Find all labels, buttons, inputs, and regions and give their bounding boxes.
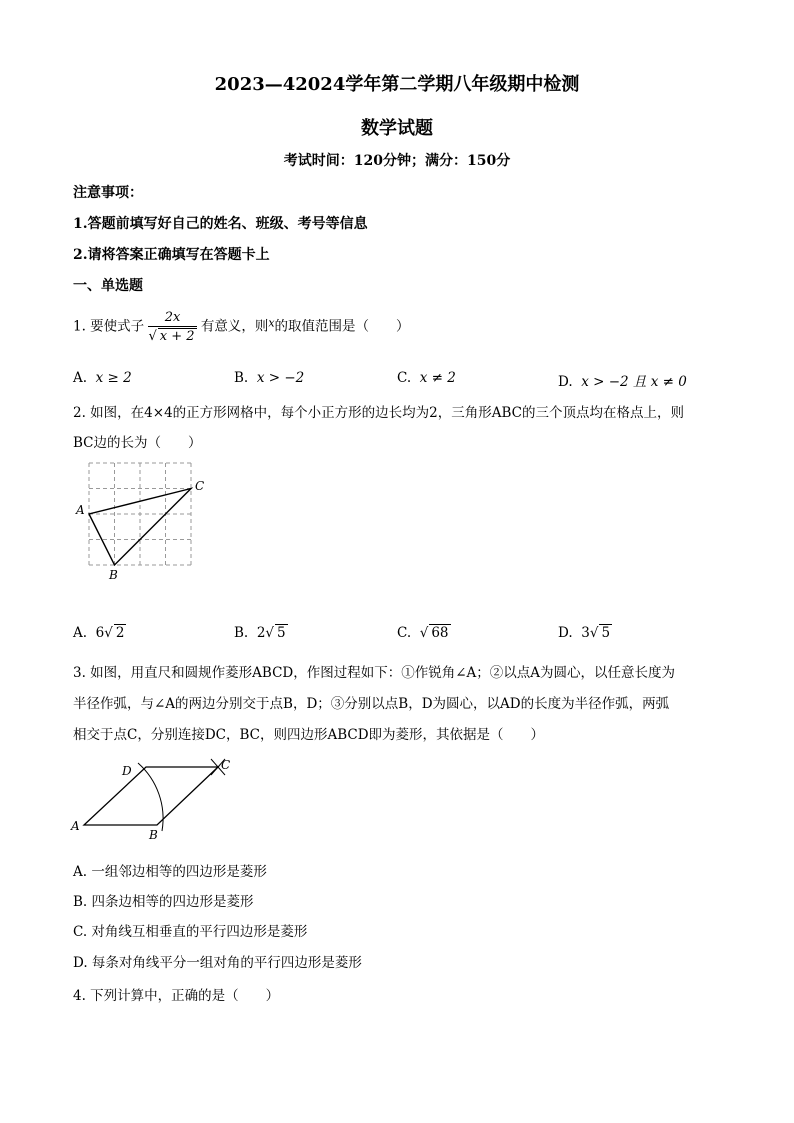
q2-option-d: D. 3√ 5: [558, 625, 611, 641]
q1-mid: 有意义，则: [200, 318, 269, 335]
question-4: 4. 下列计算中，正确的是（ ）: [73, 988, 280, 1004]
q2-option-c: C. √ 68: [397, 625, 449, 641]
q3-option-b: B. 四条边相等的四边形是菱形: [73, 894, 254, 910]
q1-option-b: B. x > −2: [234, 370, 305, 386]
exam-info: 考试时间：120分钟；满分：150分: [283, 153, 511, 169]
page-title: 2023—42024学年第二学期八年级期中检测: [214, 74, 580, 95]
q1-option-d: D. x > −2 且 x ≠ 0: [558, 374, 687, 390]
q1-frac-den: x + 2: [159, 328, 195, 344]
arc-from-a: [138, 763, 163, 831]
q1-prefix: 1. 要使式子: [73, 318, 145, 335]
q1-option-a: A. x ≥ 2: [73, 370, 132, 386]
q1-suffix: 的取值范围是（ ）: [274, 318, 410, 335]
q1-frac-num: 2x: [164, 310, 181, 325]
section-heading: 一、单选题: [73, 278, 143, 294]
q3-option-a: A. 一组邻边相等的四边形是菱形: [73, 864, 267, 880]
q2-option-a: A. 6√ 2: [73, 625, 125, 641]
notes-heading: 注意事项：: [73, 185, 143, 201]
question-3-line1: 3. 如图，用直尺和圆规作菱形ABCD，作图过程如下：①作锐角∠A；②以点A为圆心，以任意长度为: [73, 665, 676, 681]
question-1: [73, 310, 410, 344]
label-c: C: [221, 758, 231, 772]
label-d: D: [122, 764, 132, 778]
question-2-line1: 2. 如图，在4×4的正方形网格中，每个小正方形的边长均为2，三角形ABC的三个顶点均在格点上，则: [73, 405, 684, 421]
q3-option-c: C. 对角线互相垂直的平行四边形是菱形: [73, 924, 308, 940]
q1-fraction: $\frac{2x}{√ x + 2}$: [148, 310, 195, 344]
q2-grid-figure: [70, 456, 220, 586]
label-a: A: [71, 819, 80, 833]
question-3-line3: 相交于点C，分别连接DC，BC，则四边形ABCD即为菱形，其依据是（ ）: [73, 727, 545, 743]
q3-option-d: D. 每条对角线平分一组对角的平行四边形是菱形: [73, 955, 362, 971]
note-item: 2.请将答案正确填写在答题卡上: [73, 247, 270, 263]
question-3-line2: 半径作弧，与∠A的两边分别交于点B，D；③分别以点B，D为圆心，以AD的长度为半径作弧，两弧: [73, 696, 670, 712]
label-a: A: [76, 503, 85, 517]
q1-var: x: [268, 316, 275, 330]
label-b: B: [109, 568, 118, 582]
q2-option-b: B. 2√ 5: [234, 625, 286, 641]
note-item: 1.答题前填写好自己的姓名、班级、考号等信息: [73, 216, 368, 232]
q1-option-c: C. x ≠ 2: [397, 370, 456, 386]
question-2-line2: BC边的长为（ ）: [73, 435, 202, 451]
label-b: B: [149, 828, 158, 842]
q3-rhombus-figure: [66, 752, 246, 844]
grid-lines: [89, 463, 191, 565]
subject-title: 数学试题: [361, 118, 433, 139]
rhombus-abcd: [84, 767, 218, 825]
label-c: C: [195, 479, 205, 493]
